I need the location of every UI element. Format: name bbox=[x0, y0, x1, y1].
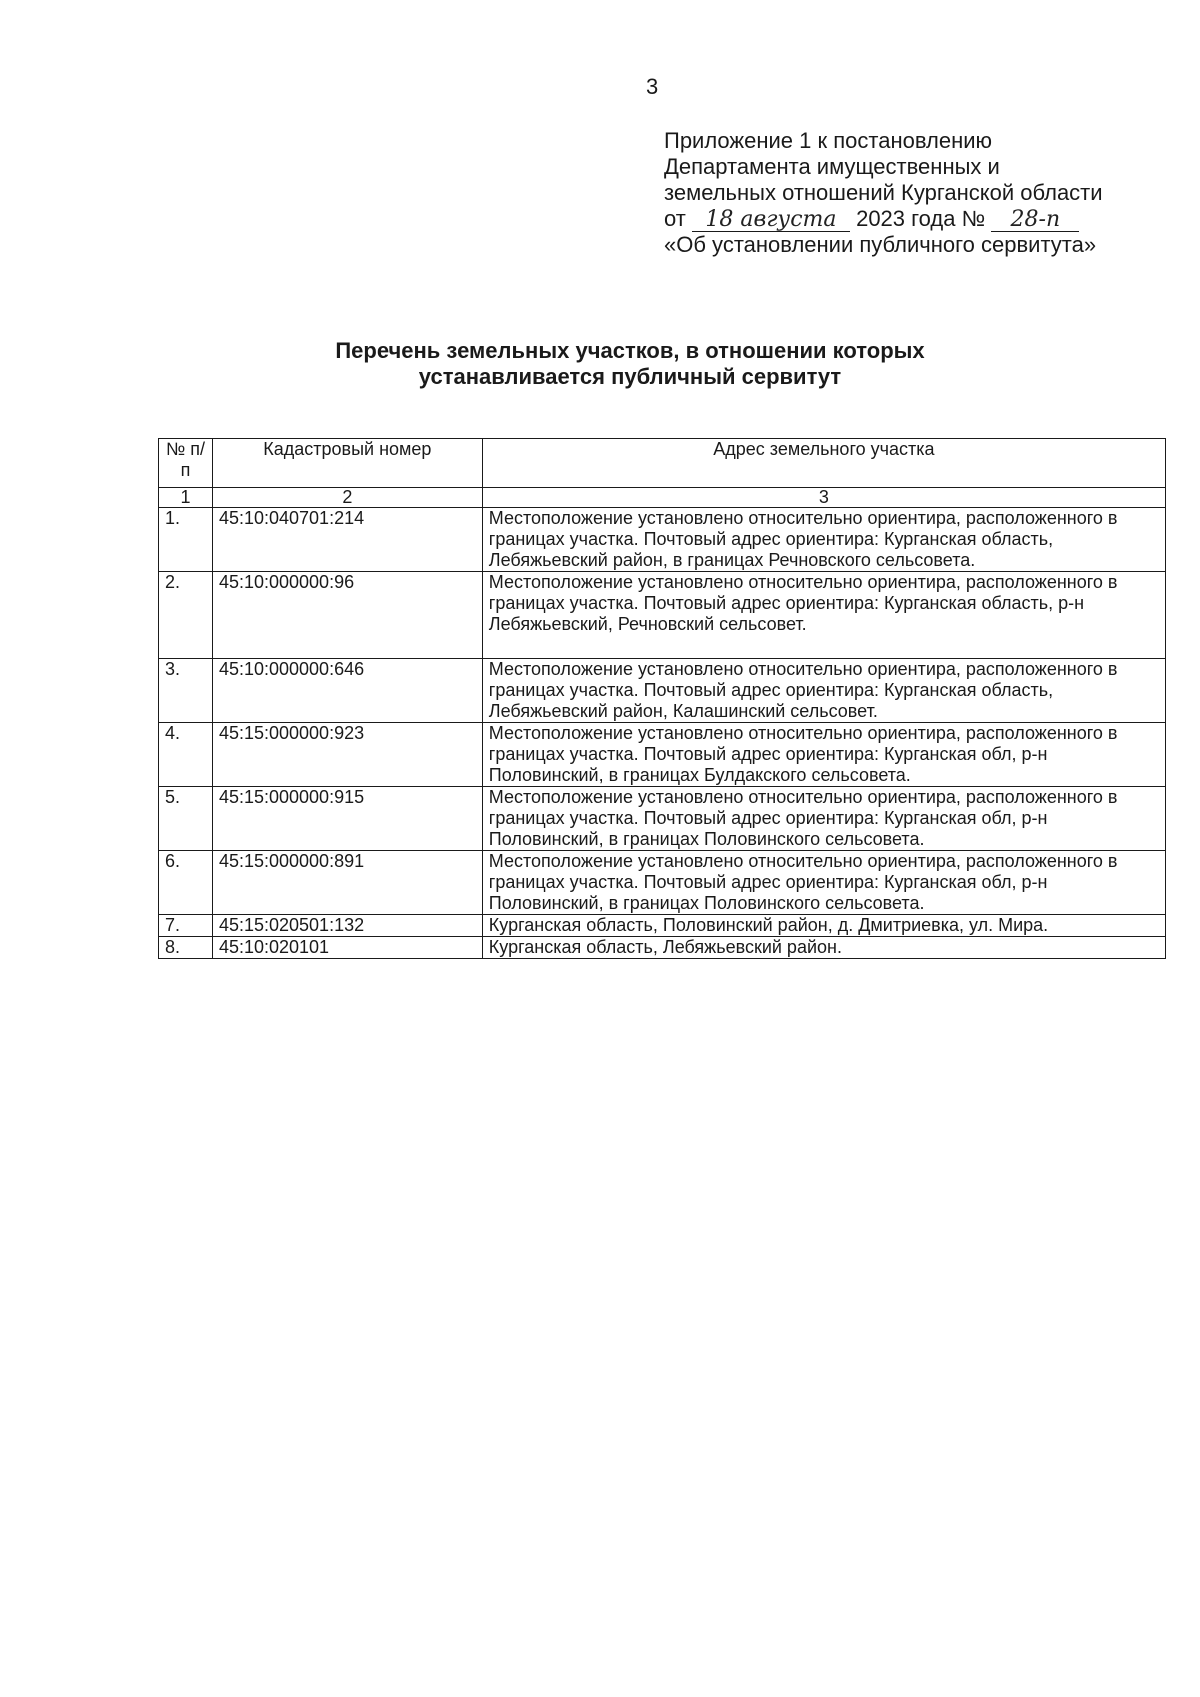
index-cell: 2 bbox=[212, 488, 482, 508]
header-cadastral: Кадастровый номер bbox=[212, 439, 482, 488]
row-number: 8. bbox=[159, 937, 213, 959]
table-row bbox=[159, 915, 1166, 937]
table-row bbox=[159, 851, 1166, 915]
table-row bbox=[159, 659, 1166, 723]
parcel-address: Курганская область, Лебяжьевский район. bbox=[482, 937, 1165, 959]
cadastral-number: 45:15:000000:891 bbox=[212, 851, 482, 915]
cadastral-number: 45:10:000000:96 bbox=[212, 572, 482, 659]
year-text: 2023 года № bbox=[856, 206, 986, 231]
parcel-address: Местоположение установлено относительно ориентира, расположенного в границах участка. Почтовый адрес ориентира: Курганская область, Лебяжьевский район, Калашинский сельсовет. bbox=[482, 659, 1165, 723]
parcel-address: Местоположение установлено относительно ориентира, расположенного в границах участка. Почтовый адрес ориентира: Курганская обл, р-н Половинский, в границах Половинского сельсовета. bbox=[482, 851, 1165, 915]
row-number: 4. bbox=[159, 723, 213, 787]
appendix-line-1: Приложение 1 к постановлению bbox=[664, 128, 993, 153]
appendix-date-line bbox=[664, 206, 1164, 232]
cadastral-number: 45:10:040701:214 bbox=[212, 508, 482, 572]
row-number: 2. bbox=[159, 572, 213, 659]
header-number: № п/п bbox=[159, 439, 213, 488]
handwritten-date: 18 августа bbox=[692, 209, 850, 232]
cadastral-number: 45:15:000000:915 bbox=[212, 787, 482, 851]
date-prefix: от bbox=[664, 206, 686, 231]
appendix-subject: «Об установлении публичного сервитута» bbox=[664, 232, 1097, 257]
table-row bbox=[159, 723, 1166, 787]
page-number: 3 bbox=[646, 74, 659, 99]
parcel-address: Местоположение установлено относительно ориентира, расположенного в границах участка. Почтовый адрес ориентира: Курганская область, Лебяжьевский район, в границах Речновского сельсовета. bbox=[482, 508, 1165, 572]
appendix-block bbox=[664, 128, 1164, 258]
table-row bbox=[159, 787, 1166, 851]
row-number: 6. bbox=[159, 851, 213, 915]
index-cell: 3 bbox=[482, 488, 1165, 508]
table-row bbox=[159, 508, 1166, 572]
appendix-line-2: Департамента имущественных и bbox=[664, 154, 1000, 179]
parcel-address: Местоположение установлено относительно ориентира, расположенного в границах участка. Почтовый адрес ориентира: Курганская обл, р-н Половинский, в границах Булдакского сельсовета. bbox=[482, 723, 1165, 787]
table-row bbox=[159, 937, 1166, 959]
parcels-table bbox=[158, 438, 1166, 959]
title-line-2: устанавливается публичный сервитут bbox=[418, 364, 842, 389]
row-number: 1. bbox=[159, 508, 213, 572]
table-header-row bbox=[159, 439, 1166, 488]
title-line-1: Перечень земельных участков, в отношении которых bbox=[335, 338, 925, 363]
parcel-address: Курганская область, Половинский район, д. Дмитриевка, ул. Мира. bbox=[482, 915, 1165, 937]
parcel-address: Местоположение установлено относительно ориентира, расположенного в границах участка. Почтовый адрес ориентира: Курганская обл, р-н Половинский, в границах Половинского сельсовета. bbox=[482, 787, 1165, 851]
row-number: 3. bbox=[159, 659, 213, 723]
table-row bbox=[159, 572, 1166, 659]
cadastral-number: 45:10:000000:646 bbox=[212, 659, 482, 723]
cadastral-number: 45:10:020101 bbox=[212, 937, 482, 959]
row-number: 5. bbox=[159, 787, 213, 851]
appendix-line-3: земельных отношений Курганской области bbox=[664, 180, 1103, 205]
row-number: 7. bbox=[159, 915, 213, 937]
document-title bbox=[230, 338, 1030, 390]
cadastral-number: 45:15:000000:923 bbox=[212, 723, 482, 787]
parcel-address: Местоположение установлено относительно ориентира, расположенного в границах участка. Почтовый адрес ориентира: Курганская область, р-н Лебяжьевский, Речновский сельсовет. bbox=[482, 572, 1165, 659]
cadastral-number: 45:15:020501:132 bbox=[212, 915, 482, 937]
table-index-row bbox=[159, 488, 1166, 508]
index-cell: 1 bbox=[159, 488, 213, 508]
handwritten-number: 28-п bbox=[991, 209, 1079, 232]
header-address: Адрес земельного участка bbox=[482, 439, 1165, 488]
